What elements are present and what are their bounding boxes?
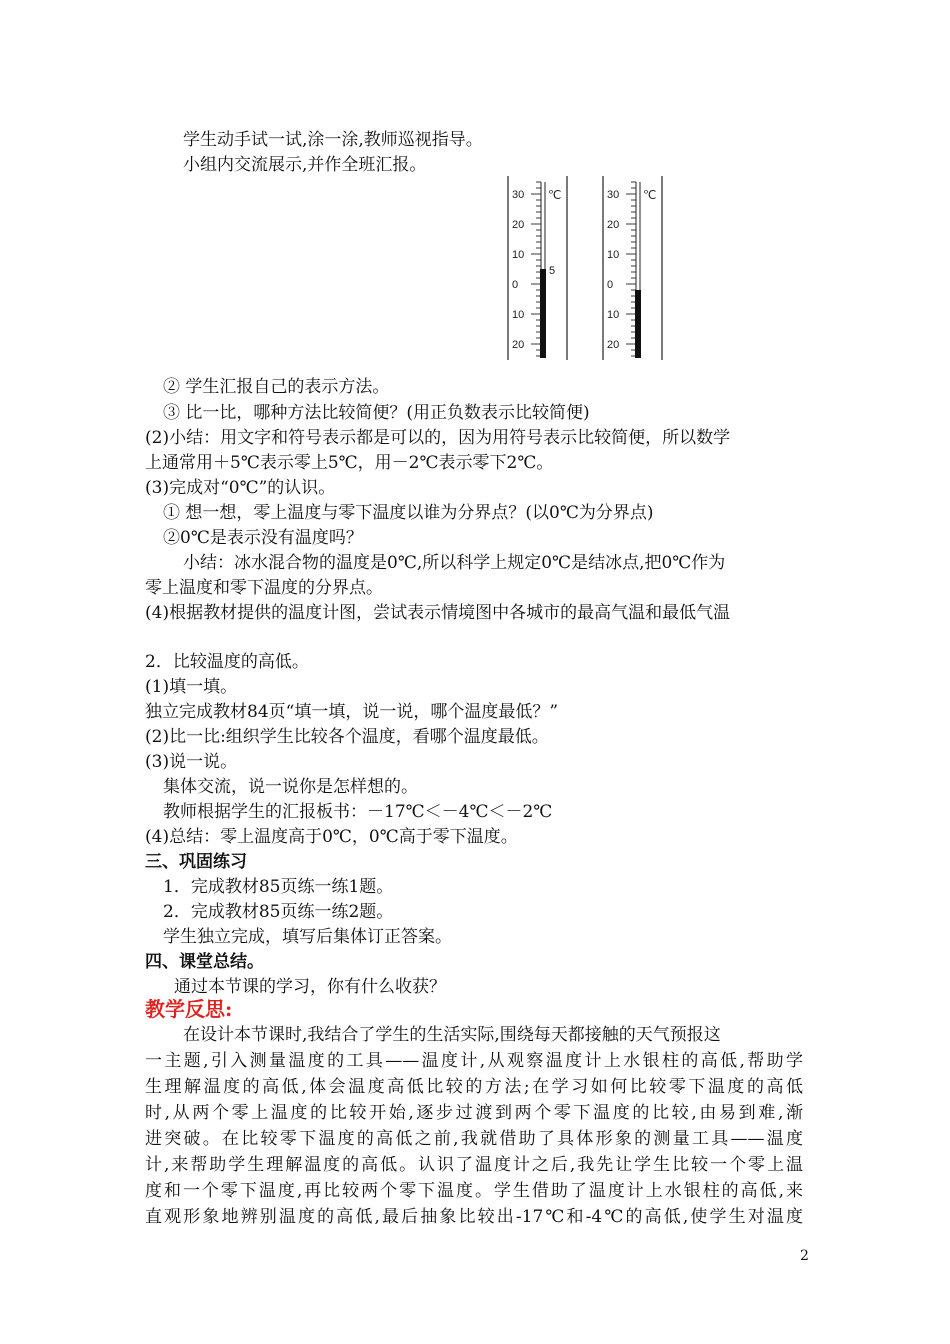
thermometer-scale-label: 30 bbox=[512, 189, 525, 201]
text-line: 上通常用＋5℃表示零上5℃，用－2℃表示零下2℃。 bbox=[145, 453, 554, 473]
text-line: 通过本节课的学习，你有什么收获？ bbox=[174, 977, 446, 997]
text-line: 2．完成教材85页练一练2题。 bbox=[163, 902, 394, 922]
text-line: 教师根据学生的汇报板书：－17℃＜－4℃＜－2℃ bbox=[163, 802, 553, 822]
page-number: 2 bbox=[800, 1248, 809, 1264]
thermometer-left bbox=[508, 176, 567, 360]
text-line: ③ 比一比，哪种方法比较简便？(用正负数表示比较简便) bbox=[163, 403, 590, 423]
text-line: 小结：冰水混合物的温度是0℃,所以科学上规定0℃是结冰点,把0℃作为 bbox=[183, 553, 726, 573]
reflection-title: 教学反思: bbox=[145, 997, 233, 1021]
thermometer-scale-label: 20 bbox=[607, 219, 620, 231]
thermometer-scale-label: 20 bbox=[512, 339, 525, 351]
thermometer-scale-label: 0 bbox=[512, 279, 519, 291]
text-line: ① 想一想，零上温度与零下温度以谁为分界点？(以0℃为分界点) bbox=[163, 503, 654, 523]
text-line: (3)说一说。 bbox=[145, 752, 238, 772]
thermometer-unit: ℃ bbox=[643, 188, 657, 202]
text-line: (2)比一比:组织学生比较各个温度，看哪个温度最低。 bbox=[145, 727, 549, 747]
thermometer-scale-label: 10 bbox=[512, 249, 525, 261]
text-line: (4)根据教材提供的温度计图，尝试表示情境图中各城市的最高气温和最低气温 bbox=[145, 603, 731, 623]
text-line: 学生独立完成，填写后集体订正答案。 bbox=[163, 927, 452, 947]
thermometer-scale-label: 20 bbox=[512, 219, 525, 231]
text-line: (1)填一填。 bbox=[145, 677, 238, 697]
thermometer-reading-label: 5 bbox=[549, 265, 556, 277]
mercury-column bbox=[540, 269, 546, 358]
section-heading: 三、巩固练习 bbox=[145, 852, 247, 872]
intro-line-2: 小组内交流展示,并作全班汇报。 bbox=[183, 155, 427, 175]
text-line: (3)完成对“0℃”的认识。 bbox=[145, 478, 336, 498]
section-heading: 四、课堂总结。 bbox=[145, 952, 264, 972]
thermometer-scale-label: 10 bbox=[607, 309, 620, 321]
thermometer-scale-label: 20 bbox=[607, 339, 620, 351]
reflection-line: 度和一个零下温度,再比较两个零下温度。学生借助了温度计上水银柱的高低,来 bbox=[145, 1181, 803, 1201]
mercury-column bbox=[635, 290, 641, 358]
text-line: ②0℃是表示没有温度吗？ bbox=[163, 528, 363, 548]
thermometer-scale-label: 10 bbox=[607, 249, 620, 261]
reflection-line: 在设计本节课时,我结合了学生的生活实际,围绕每天都接触的天气预报这 bbox=[183, 1025, 721, 1045]
thermometer-scale-label: 30 bbox=[607, 189, 620, 201]
reflection-line: 一主题,引入测量温度的工具——温度计,从观察温度计上水银柱的高低,帮助学 bbox=[145, 1051, 803, 1071]
thermometer-scale-label: 0 bbox=[607, 279, 614, 291]
reflection-line: 进突破。在比较零下温度的高低之前,我就借助了具体形象的测量工具——温度 bbox=[145, 1129, 803, 1149]
reflection-line: 时,从两个零上温度的比较开始,逐步过渡到两个零下温度的比较,由易到难,渐 bbox=[145, 1103, 803, 1123]
reflection-line: 生理解温度的高低,体会温度高低比较的方法;在学习如何比较零下温度的高低 bbox=[145, 1077, 803, 1097]
thermometer-figure bbox=[505, 168, 705, 368]
thermometer-scale-label: 10 bbox=[512, 309, 525, 321]
text-line: 零上温度和零下温度的分界点。 bbox=[145, 578, 383, 598]
text-line: (4)总结：零上温度高于0℃，0℃高于零下温度。 bbox=[145, 827, 518, 847]
text-line: (2)小结：用文字和符号表示都是可以的，因为用符号表示比较简便，所以数学 bbox=[145, 428, 731, 448]
intro-line-1: 学生动手试一试,涂一涂,教师巡视指导。 bbox=[183, 130, 483, 150]
text-line: 独立完成教材84页“填一填，说一说，哪个温度最低？” bbox=[145, 702, 559, 722]
reflection-line: 计,来帮助学生理解温度的高低。认识了温度计之后,我先让学生比较一个零上温 bbox=[145, 1155, 803, 1175]
thermometer-unit: ℃ bbox=[548, 188, 562, 202]
text-line: 集体交流，说一说你是怎样想的。 bbox=[163, 777, 418, 797]
text-line: 2．比较温度的高低。 bbox=[145, 652, 309, 672]
thermometer-right bbox=[603, 176, 662, 360]
text-line: 1．完成教材85页练一练1题。 bbox=[163, 877, 394, 897]
text-line: ② 学生汇报自己的表示方法。 bbox=[163, 377, 390, 397]
reflection-line: 直观形象地辨别温度的高低,最后抽象比较出-17℃和-4℃的高低,使学生对温度 bbox=[145, 1207, 803, 1227]
